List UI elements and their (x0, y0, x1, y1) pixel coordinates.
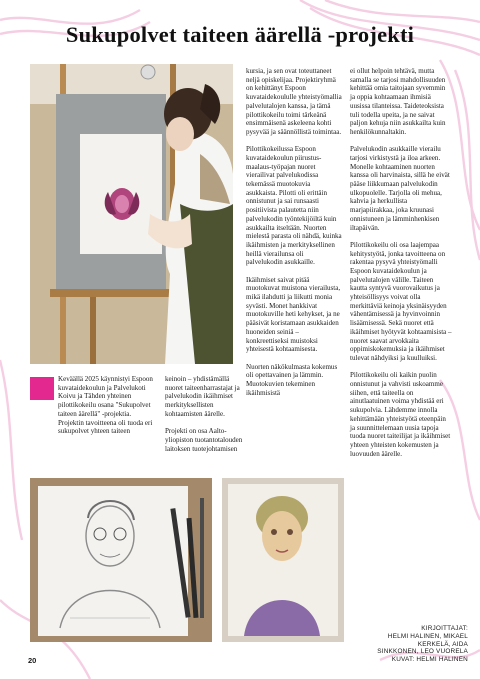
body-paragraph: kursia, ja sen ovat toteuttaneet neljä opiskelijaa. Projektiryhmä on kehittänyt Espoon kuvataidekoululle yhteistyömallia palvelutalojen kanssa, ja tämä pilottikokeilu toimi tärkeänä ensimmäisenä askeleena kohti pysyvää ja säännöllistä toimintaa. (246, 67, 342, 136)
page-title: Sukupolvet taiteen äärellä -projekti (65, 22, 415, 47)
intro-paragraph: Keväällä 2025 käynnistyi Espoon kuvataidekoulun ja Palvelukoti Koivu ja Tähden yhteinen pilottikokeilu osana "Sukupolvet taiteen äärellä" -projektia. Projektin tavoitteena oli tuoda eri sukupolvet yhteen taiteen (58, 375, 153, 436)
body-column-2b (165, 375, 243, 462)
byline-line: HELMI HALINEN, MIKAEL (387, 632, 468, 640)
body-paragraph: Palvelukodin asukkaille vierailu tarjosi virkistystä ja iloa arkeen. Monelle kohtaaminen nuorten kanssa oli harvinaista, sillä he eivät pääse liikkumaan palvelukodin ulkopuolelle. Tarjolla oli mehua, kahvia ja herkullista marjapiirakkaa, joka kruunasi onnistuneen ja lämminhenkisen iltapäivän. (350, 145, 450, 232)
body-column-3 (350, 67, 452, 467)
body-paragraph: Projekti on osa Aalto-yliopiston tuotantotalouden laitoksen tuotejohtamisen (165, 427, 243, 453)
byline-line: KUVAT: HELMI HALINEN (391, 656, 468, 664)
body-paragraph: Pilottikokeilu oli osa laajempaa kehitystyötä, jonka tavoitteena on rakentaa pysyvä yhteistyömalli Espoon kuvataidekoulun ja palvelutalojen välille. Taiteen kautta syntyvä vuorovaikutus ja yhteisöllisyys voivat olla merkittäviä keinoja yksinäisyyden vähentämisessä ja hyvinvoinnin lisäämisessä. Sekä nuoret että ikäihmiset hyötyvät kohtaamisista – nuoret saavat arvokkaita oppimiskokemuksia ja ikäihmiset tulevat nähdyiksi ja kuulluiksi. (350, 240, 452, 362)
body-paragraph: Ikäihmiset saivat pitää muotokuvat muistona vierailusta, mikä ilahdutti ja liikutti monia syvästi. Monet hankkivat muotokuville heti kehykset, ja ne pääsivät koristamaan asukkaiden huoneiden seiniä – konkreettiseksi muistoksi yhteisestä kohtaamisesta. (246, 275, 341, 354)
body-paragraph: keinoin – yhdistämällä nuoret taiteenharrastajat ja palvelukodin ikäihmiset merkityksellisten kohtaamisten äärelle. (165, 375, 240, 418)
body-paragraph: Pilottikokeilu oli kaikin puolin onnistunut ja vahvisti uskoamme siihen, että taiteella on ainutlaatuinen voima yhdistää eri sukupolvia. Lähdemme innolla kehittämään yhteistyötä eteenpäin ja suunnittelemaan uusia tapoja tuoda nuoret taiteilijat ja ikäihmiset yhteen yhteisten kokemusten ja luovuuden äärelle. (350, 371, 451, 458)
byline-line: SINKKONEN, LEO VUORELA (377, 648, 468, 656)
body-paragraph: Nuorten näkökulmasta kokemus oli opettavainen ja lämmin. Muotokuvien tekeminen ikäihmisistä (246, 362, 338, 397)
body-paragraph: Pilottikokeilussa Espoon kuvataidekoulun piirustus- maalaus-työpajan nuoret vierailivat palvelukodissa tekemässä muotokuvia asukkaista. Pilotti oli erittäin onnistunut ja sai runsaasti positiivista palautetta niin palvelukodin työntekijöiltä kuin asukkailta itseltään. Nuorten mielestä parasta oli nähdä, kuinka ikäihmisten ja merkityksellinen heillä vierailunsa oli palvelukodin asukkaille. (246, 145, 342, 267)
photo-artist-at-easel (30, 64, 233, 364)
page-number: 20 (28, 656, 37, 665)
body-paragraph: ei ollut helpoin tehtävä, mutta samalla se tarjosi mahdollisuuden kehittää omia taitojaan syvemmin ja oppia kohtaamaan ihmisiä uusissa tilanteissa. Taideteoksista tuli todella upeita, ja ne saivat paljon kehuja niin asukkailta kuin henkilökunnaltakin. (350, 67, 446, 136)
pink-accent-square (30, 377, 54, 400)
byline-line: KIRJOITTAJAT: (421, 625, 468, 632)
photo-color-portrait (222, 478, 344, 642)
body-column-2 (246, 67, 342, 406)
intro-column (58, 375, 158, 445)
byline-line: KERKELÄ, AIDA (417, 640, 468, 648)
byline (350, 625, 468, 664)
photo-pencil-portrait (30, 478, 212, 642)
